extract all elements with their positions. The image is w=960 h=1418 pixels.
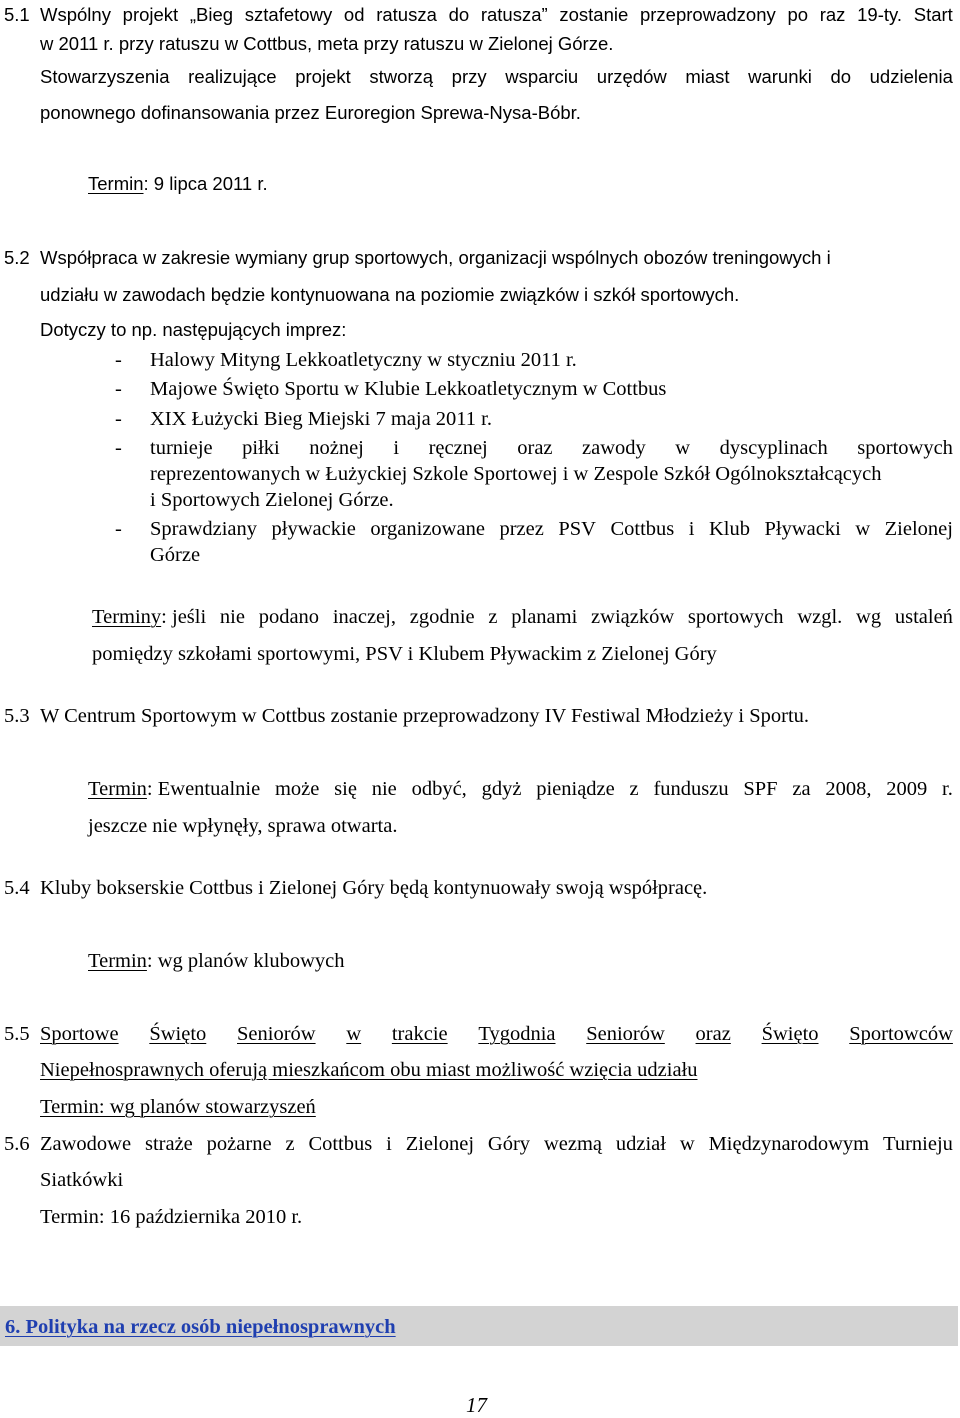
- word: Seniorów: [586, 1023, 665, 1045]
- word: pożarne: [206, 1133, 272, 1155]
- word: SPF: [743, 778, 778, 800]
- word: inaczej,: [332, 606, 396, 628]
- section-5-1-line-4: ponownego dofinansowania przez Euroregion Sprewa-Nysa-Bóbr.: [40, 102, 581, 123]
- word: w: [675, 437, 691, 459]
- word: Start: [913, 4, 953, 25]
- word: turnieje: [150, 437, 213, 459]
- word: w: [346, 1023, 362, 1045]
- termin-text: [147, 778, 953, 801]
- word: ratusza”: [480, 4, 548, 25]
- word: z: [285, 1133, 295, 1155]
- word: przeprowadzony: [639, 4, 776, 25]
- word: pływackie: [271, 518, 356, 540]
- word: nożnej: [309, 437, 364, 459]
- word: i: [688, 518, 695, 540]
- word: Stowarzyszenia: [40, 66, 170, 87]
- bullet-item-5-line-1: [150, 518, 953, 541]
- word: wsparciu: [505, 66, 579, 87]
- section-5-3-line-1: W Centrum Sportowym w Cottbus zostanie przeprowadzony IV Festiwal Młodzieży i Sportu.: [40, 705, 810, 727]
- word: związków: [591, 606, 675, 628]
- word: z: [629, 778, 639, 800]
- section-5-3-termin-line-1: [88, 778, 953, 801]
- word: stworzą: [369, 66, 434, 87]
- word: ręcznej: [428, 437, 488, 459]
- word: udział: [615, 1133, 666, 1155]
- word: wg: [856, 606, 882, 628]
- word: przy: [451, 66, 487, 87]
- word: nie: [371, 778, 397, 800]
- word: straże: [144, 1133, 193, 1155]
- word: realizujące: [188, 66, 277, 87]
- section-number-5-6: 5.6: [4, 1133, 30, 1155]
- section-5-1-line-1: [40, 4, 953, 26]
- section-5-6-line-2: Siatkówki: [40, 1169, 124, 1191]
- word: w: [679, 1133, 695, 1155]
- word: przez: [499, 518, 544, 540]
- word: dyscyplinach: [719, 437, 828, 459]
- word: Cottbus: [610, 518, 675, 540]
- section-5-2-terminy-line-2: pomiędzy szkołami sportowymi, PSV i Klubem Pływackim z Zielonej Góry: [92, 643, 717, 665]
- word: ratusza: [376, 4, 437, 25]
- bullet-item-4-line-2: reprezentowanych w Łużyckiej Szkole Sportowej i w Zespole Szkół Ogólnokształcących: [150, 463, 882, 485]
- word: Zawodowe: [40, 1133, 132, 1155]
- word: sportowych: [687, 606, 784, 628]
- word: w: [855, 518, 871, 540]
- bullet-dash: -: [115, 437, 122, 459]
- termin-value: : 9 lipca 2011 r.: [143, 173, 268, 194]
- word: zostanie: [559, 4, 629, 25]
- page-number: 17: [466, 1393, 487, 1417]
- word: Święto: [761, 1023, 819, 1045]
- word: organizowane: [370, 518, 485, 540]
- word: od: [343, 4, 365, 25]
- word: ustaleń: [894, 606, 953, 628]
- section-5-2-line-2: udziału w zawodach będzie kontynuowana na poziomie związków i szkół sportowych.: [40, 284, 740, 305]
- word: gdyż: [481, 778, 522, 800]
- word: się: [334, 778, 357, 800]
- section-5-4-line-1: Kluby bokserskie Cottbus i Zielonej Góry będą kontynuowały swoją współpracę.: [40, 877, 708, 899]
- word: Cottbus: [308, 1133, 373, 1155]
- word: Zielonej: [405, 1133, 475, 1155]
- bullet-dash: -: [115, 518, 122, 540]
- word: projekt: [295, 66, 351, 87]
- word: zawody: [582, 437, 646, 459]
- section-5-2-line-3: Dotyczy to np. następujących imprez:: [40, 319, 347, 340]
- section-number-5-4: 5.4: [4, 877, 30, 899]
- word: sztafetowy: [244, 4, 333, 25]
- word: i: [386, 1133, 392, 1155]
- word: wzgl.: [797, 606, 843, 628]
- word: : jeśli: [161, 606, 207, 628]
- word: wezmą: [543, 1133, 602, 1155]
- section-number-5-1: 5.1: [4, 4, 30, 25]
- bullet-dash: -: [115, 408, 122, 430]
- word: Seniorów: [237, 1023, 316, 1045]
- word: Międzynarodowym: [708, 1133, 870, 1155]
- word: do: [448, 4, 470, 25]
- word: zgodnie: [409, 606, 475, 628]
- word: r.: [942, 778, 953, 800]
- bullet-dash: -: [115, 349, 122, 371]
- word: Sprawdziany: [150, 518, 258, 540]
- section-5-5-line-1: [40, 1023, 953, 1046]
- section-5-5-termin: Termin: wg planów stowarzyszeń: [40, 1096, 316, 1118]
- word: Sportowców: [849, 1023, 953, 1045]
- word: 2009: [886, 778, 928, 800]
- word: do: [830, 66, 852, 87]
- word: sportowych: [857, 437, 953, 459]
- section-5-6-line-1: [40, 1133, 953, 1156]
- word: z: [488, 606, 498, 628]
- word: Klub: [708, 518, 750, 540]
- word: Święto: [149, 1023, 207, 1045]
- bullet-dash: -: [115, 378, 122, 400]
- bullet-item-4-line-1: [150, 437, 953, 460]
- word: pieniądze: [536, 778, 615, 800]
- word: Sportowe: [40, 1023, 119, 1045]
- word: i: [393, 437, 400, 459]
- word: Tygodnia: [478, 1023, 556, 1045]
- word: Pływacki: [764, 518, 841, 540]
- word: po: [787, 4, 809, 25]
- bullet-item-2: Majowe Święto Sportu w Klubie Lekkoatletycznym w Cottbus: [150, 378, 667, 400]
- word: Zielonej: [884, 518, 953, 540]
- section-5-4-termin: [88, 950, 345, 973]
- termin-value: : wg planów klubowych: [146, 950, 345, 972]
- section-5-1-line-3: [40, 66, 953, 88]
- section-5-6-termin: Termin: 16 października 2010 r.: [40, 1206, 303, 1228]
- section-6-heading[interactable]: 6. Polityka na rzecz osób niepełnosprawnych: [5, 1316, 396, 1338]
- terminy-label: Terminy: [92, 606, 162, 628]
- section-5-5-line-2: Niepełnosprawnych oferują mieszkańcom obu miast możliwość wzięcia udziału: [40, 1059, 698, 1081]
- word: 19-ty.: [857, 4, 903, 25]
- bullet-item-5-line-2: Górze: [150, 544, 201, 566]
- word: raz: [819, 4, 846, 25]
- section-5-2-line-1: Współpraca w zakresie wymiany grup sportowych, organizacji wspólnych obozów treningowych i: [40, 247, 831, 268]
- bullet-item-3: XIX Łużycki Bieg Miejski 7 maja 2011 r.: [150, 408, 492, 430]
- word: Góry: [487, 1133, 531, 1155]
- word: Turnieju: [883, 1133, 953, 1155]
- section-number-5-5: 5.5: [4, 1023, 30, 1045]
- word: funduszu: [653, 778, 729, 800]
- termin-label: Termin: [88, 950, 147, 972]
- section-5-1-termin: [88, 173, 268, 195]
- word: PSV: [558, 518, 596, 540]
- word: warunki: [748, 66, 812, 87]
- termin-label: Termin: [88, 173, 144, 194]
- word: może: [274, 778, 320, 800]
- word: udzielenia: [869, 66, 953, 87]
- section-5-3-termin-line-2: jeszcze nie wpłynęły, sprawa otwarta.: [88, 815, 398, 837]
- word: Wspólny: [40, 4, 111, 25]
- word: za: [792, 778, 811, 800]
- word: urzędów: [596, 66, 667, 87]
- bullet-item-1: Halowy Mityng Lekkoatletyczny w styczniu 2011 r.: [150, 349, 577, 371]
- word: projekt: [122, 4, 179, 25]
- word: : Ewentualnie: [146, 778, 261, 800]
- word: nie: [219, 606, 245, 628]
- section-number-5-2: 5.2: [4, 247, 30, 268]
- section-5-1-line-2: w 2011 r. przy ratuszu w Cottbus, meta przy ratuszu w Zielonej Górze.: [40, 33, 614, 54]
- word: trakcie: [391, 1023, 448, 1045]
- word: podano: [258, 606, 320, 628]
- word: planami: [511, 606, 578, 628]
- section-5-2-terminy-line-1: [92, 606, 953, 629]
- word: oraz: [517, 437, 553, 459]
- word: piłki: [242, 437, 280, 459]
- word: 2008,: [825, 778, 872, 800]
- word: odbyć,: [411, 778, 467, 800]
- bullet-item-4-line-3: i Sportowych Zielonej Górze.: [150, 489, 394, 511]
- word: miast: [685, 66, 730, 87]
- terminy-text: [161, 606, 953, 629]
- word: „Bieg: [189, 4, 234, 25]
- termin-label: Termin: [88, 778, 147, 800]
- section-number-5-3: 5.3: [4, 705, 30, 727]
- word: oraz: [695, 1023, 731, 1045]
